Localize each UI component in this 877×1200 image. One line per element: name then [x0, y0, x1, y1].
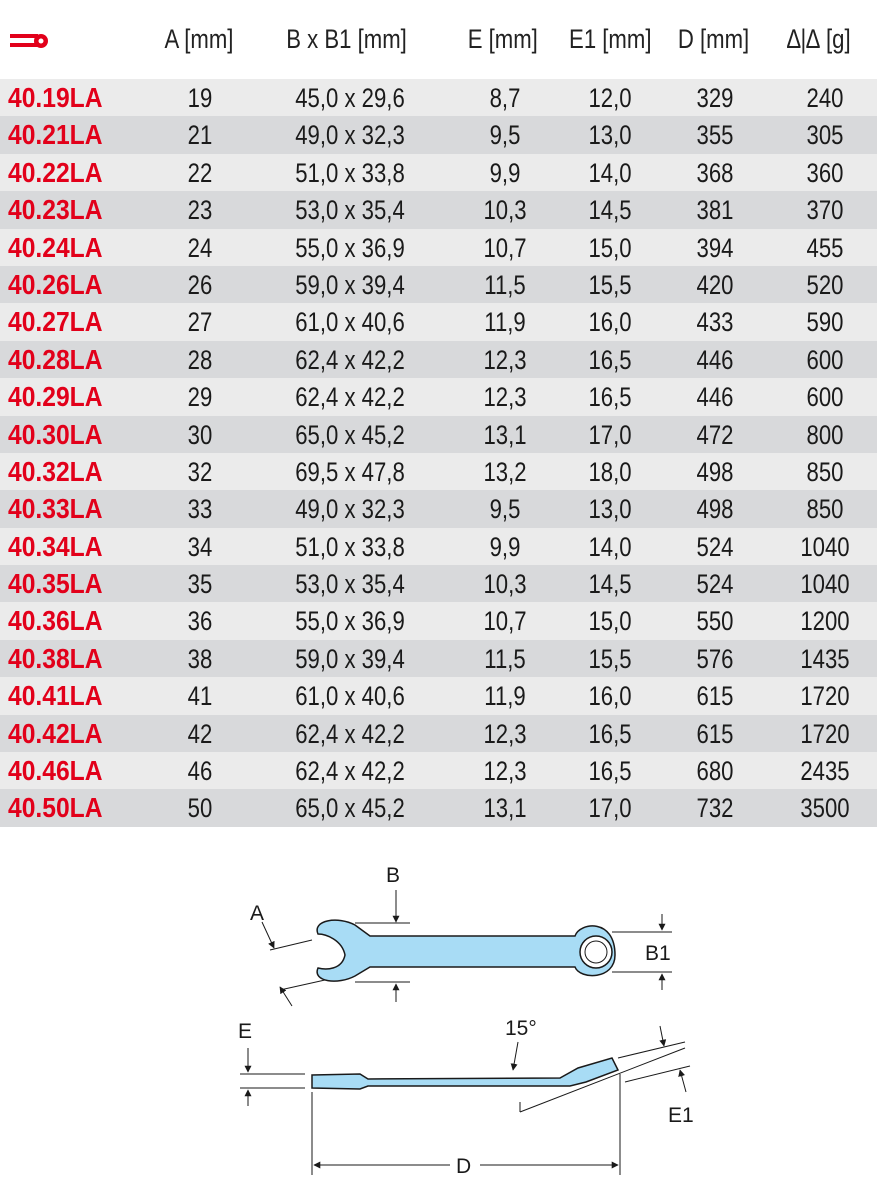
- e1-cell: 16,5: [588, 382, 632, 413]
- e-cell: 13,1: [483, 419, 527, 450]
- wrench-diagram: [0, 830, 877, 1200]
- e1-cell: 15,0: [588, 232, 632, 263]
- table-row: [0, 341, 877, 378]
- table-row: [0, 303, 877, 340]
- weight-cell: 305: [806, 120, 844, 151]
- d-cell: 550: [696, 606, 734, 637]
- table-row: [0, 79, 877, 116]
- e1-cell: 13,0: [588, 120, 632, 151]
- weight-cell: 800: [806, 419, 844, 450]
- table-row: [0, 640, 877, 677]
- label-b1: B1: [645, 942, 671, 965]
- e1-cell: 15,5: [588, 643, 632, 674]
- e-cell: 13,1: [483, 793, 527, 824]
- a-cell: 19: [187, 83, 213, 113]
- b-b1-cell: 53,0 x 35,4: [295, 195, 405, 226]
- e1-cell: 16,0: [588, 681, 632, 712]
- a-cell: 24: [187, 232, 213, 263]
- reference-cell: 40.28LA: [8, 343, 103, 375]
- d-cell: 524: [696, 531, 734, 562]
- e-cell: 12,3: [483, 344, 527, 375]
- e-cell: 9,5: [489, 120, 521, 151]
- d-cell: 680: [696, 756, 734, 787]
- label-a: A: [250, 902, 265, 925]
- e1-cell: 14,0: [588, 531, 632, 562]
- table-row: [0, 752, 877, 789]
- table-row: [0, 154, 877, 191]
- d-cell: 355: [696, 120, 734, 151]
- header-e: E [mm]: [467, 24, 538, 54]
- e1-cell: 14,5: [588, 569, 632, 600]
- weight-cell: 850: [806, 456, 844, 487]
- header-e1: E1 [mm]: [569, 24, 652, 54]
- e-cell: 9,9: [489, 531, 521, 562]
- b-b1-cell: 65,0 x 45,2: [295, 793, 405, 824]
- weight-cell: 2435: [800, 756, 850, 787]
- weight-cell: 455: [806, 232, 844, 263]
- table-row: [0, 789, 877, 826]
- d-cell: 498: [696, 494, 734, 525]
- b-b1-cell: 62,4 x 42,2: [295, 718, 405, 749]
- b-b1-cell: 53,0 x 35,4: [295, 569, 405, 600]
- label-b: B: [386, 864, 401, 887]
- table-header: [0, 0, 877, 79]
- header-b-b1: B x B1 [mm]: [286, 24, 407, 54]
- reference-cell: 40.30LA: [8, 418, 103, 450]
- e1-cell: 16,5: [588, 344, 632, 375]
- e1-cell: 18,0: [588, 456, 632, 487]
- d-cell: 615: [696, 681, 734, 712]
- weight-cell: 1435: [800, 643, 850, 674]
- d-cell: 394: [696, 232, 734, 263]
- a-cell: 50: [187, 793, 213, 824]
- e-cell: 12,3: [483, 382, 527, 413]
- b-b1-cell: 51,0 x 33,8: [295, 157, 405, 188]
- weight-cell: 1720: [800, 718, 850, 749]
- weight-cell: 520: [806, 269, 844, 300]
- a-cell: 21: [187, 120, 213, 151]
- wrench-logo-icon: [10, 30, 50, 52]
- reference-cell: 40.34LA: [8, 530, 103, 562]
- e-cell: 13,2: [483, 456, 527, 487]
- b-b1-cell: 62,4 x 42,2: [295, 756, 405, 787]
- d-cell: 446: [696, 382, 734, 413]
- table-row: [0, 191, 877, 228]
- d-cell: 368: [696, 157, 734, 188]
- reference-cell: 40.21LA: [8, 119, 103, 151]
- a-cell: 26: [187, 269, 213, 300]
- d-cell: 472: [696, 419, 734, 450]
- d-cell: 329: [696, 83, 734, 113]
- e-cell: 12,3: [483, 718, 527, 749]
- e1-cell: 16,5: [588, 756, 632, 787]
- b-b1-cell: 49,0 x 32,3: [295, 120, 405, 151]
- reference-cell: 40.29LA: [8, 381, 103, 413]
- weight-cell: 1040: [800, 569, 850, 600]
- reference-cell: 40.33LA: [8, 493, 103, 525]
- b-b1-cell: 55,0 x 36,9: [295, 232, 405, 263]
- weight-cell: 240: [806, 83, 844, 113]
- b-b1-cell: 65,0 x 45,2: [295, 419, 405, 450]
- e-cell: 10,7: [483, 232, 527, 263]
- weight-cell: 1200: [800, 606, 850, 637]
- e1-cell: 15,0: [588, 606, 632, 637]
- a-cell: 27: [187, 307, 213, 338]
- d-cell: 576: [696, 643, 734, 674]
- b-b1-cell: 62,4 x 42,2: [295, 344, 405, 375]
- label-e1: E1: [668, 1104, 694, 1127]
- b-b1-cell: 59,0 x 39,4: [295, 643, 405, 674]
- a-cell: 42: [187, 718, 213, 749]
- d-cell: 524: [696, 569, 734, 600]
- table-row: [0, 528, 877, 565]
- e-cell: 12,3: [483, 756, 527, 787]
- reference-cell: 40.50LA: [8, 792, 103, 824]
- reference-cell: 40.23LA: [8, 194, 103, 226]
- weight-cell: 370: [806, 195, 844, 226]
- a-cell: 41: [187, 681, 213, 712]
- weight-cell: 360: [806, 157, 844, 188]
- e1-cell: 16,5: [588, 718, 632, 749]
- table-row: [0, 715, 877, 752]
- wrench-top-view: [317, 920, 615, 981]
- a-cell: 28: [187, 344, 213, 375]
- a-cell: 36: [187, 606, 213, 637]
- e1-cell: 14,0: [588, 157, 632, 188]
- d-cell: 615: [696, 718, 734, 749]
- reference-cell: 40.35LA: [8, 568, 103, 600]
- weight-cell: 1040: [800, 531, 850, 562]
- e1-cell: 13,0: [588, 494, 632, 525]
- b-b1-cell: 61,0 x 40,6: [295, 307, 405, 338]
- table-row: [0, 677, 877, 714]
- table-row: [0, 378, 877, 415]
- reference-cell: 40.36LA: [8, 605, 103, 637]
- d-cell: 732: [696, 793, 734, 824]
- table-row: [0, 229, 877, 266]
- table-row: [0, 565, 877, 602]
- reference-cell: 40.19LA: [8, 82, 103, 113]
- table-row: [0, 453, 877, 490]
- weight-cell: 850: [806, 494, 844, 525]
- label-e: E: [238, 1020, 253, 1043]
- a-cell: 34: [187, 531, 213, 562]
- e1-cell: 17,0: [588, 419, 632, 450]
- e-cell: 11,5: [484, 643, 526, 674]
- table-row: [0, 266, 877, 303]
- a-cell: 29: [187, 382, 213, 413]
- table-row: [0, 490, 877, 527]
- e-cell: 9,9: [489, 157, 521, 188]
- a-cell: 33: [187, 494, 213, 525]
- weight-cell: 600: [806, 344, 844, 375]
- reference-cell: 40.41LA: [8, 680, 103, 712]
- table-row: [0, 116, 877, 153]
- label-angle: 15°: [505, 1017, 537, 1040]
- weight-cell: 590: [806, 307, 844, 338]
- weight-cell: 600: [806, 382, 844, 413]
- a-cell: 30: [187, 419, 213, 450]
- a-cell: 46: [187, 756, 213, 787]
- e1-cell: 16,0: [588, 307, 632, 338]
- e-cell: 8,7: [489, 83, 521, 113]
- reference-cell: 40.46LA: [8, 755, 103, 787]
- b-b1-cell: 45,0 x 29,6: [295, 83, 405, 113]
- table-body: [0, 79, 877, 827]
- e-cell: 11,9: [484, 681, 526, 712]
- reference-cell: 40.24LA: [8, 231, 103, 263]
- reference-cell: 40.32LA: [8, 455, 103, 487]
- b-b1-cell: 55,0 x 36,9: [295, 606, 405, 637]
- d-cell: 446: [696, 344, 734, 375]
- weight-cell: 3500: [800, 793, 850, 824]
- a-cell: 38: [187, 643, 213, 674]
- reference-cell: 40.27LA: [8, 306, 103, 338]
- reference-cell: 40.42LA: [8, 717, 103, 749]
- b-b1-cell: 62,4 x 42,2: [295, 382, 405, 413]
- label-d: D: [456, 1155, 472, 1178]
- e-cell: 10,3: [483, 195, 527, 226]
- e1-cell: 17,0: [588, 793, 632, 824]
- e1-cell: 15,5: [588, 269, 632, 300]
- reference-cell: 40.22LA: [8, 156, 103, 188]
- e1-cell: 14,5: [588, 195, 632, 226]
- b-b1-cell: 49,0 x 32,3: [295, 494, 405, 525]
- e1-cell: 12,0: [588, 83, 632, 113]
- b-b1-cell: 51,0 x 33,8: [295, 531, 405, 562]
- e-cell: 10,3: [483, 569, 527, 600]
- header-weight: ∆|∆ [g]: [786, 24, 851, 54]
- weight-cell: 1720: [800, 681, 850, 712]
- b-b1-cell: 61,0 x 40,6: [295, 681, 405, 712]
- table-row: [0, 602, 877, 639]
- e-cell: 10,7: [483, 606, 527, 637]
- a-cell: 35: [187, 569, 213, 600]
- a-cell: 23: [187, 195, 213, 226]
- reference-cell: 40.26LA: [8, 268, 103, 300]
- d-cell: 433: [696, 307, 734, 338]
- table-row: [0, 416, 877, 453]
- reference-cell: 40.38LA: [8, 642, 103, 674]
- a-cell: 22: [187, 157, 213, 188]
- header-d: D [mm]: [677, 24, 750, 54]
- header-a: A [mm]: [164, 24, 234, 54]
- e-cell: 9,5: [489, 494, 521, 525]
- d-cell: 498: [696, 456, 734, 487]
- e-cell: 11,5: [484, 269, 526, 300]
- d-cell: 420: [696, 269, 734, 300]
- b-b1-cell: 59,0 x 39,4: [295, 269, 405, 300]
- a-cell: 32: [187, 456, 213, 487]
- e-cell: 11,9: [484, 307, 526, 338]
- d-cell: 381: [696, 195, 734, 226]
- wrench-side-view: [312, 1058, 618, 1089]
- b-b1-cell: 69,5 x 47,8: [295, 456, 405, 487]
